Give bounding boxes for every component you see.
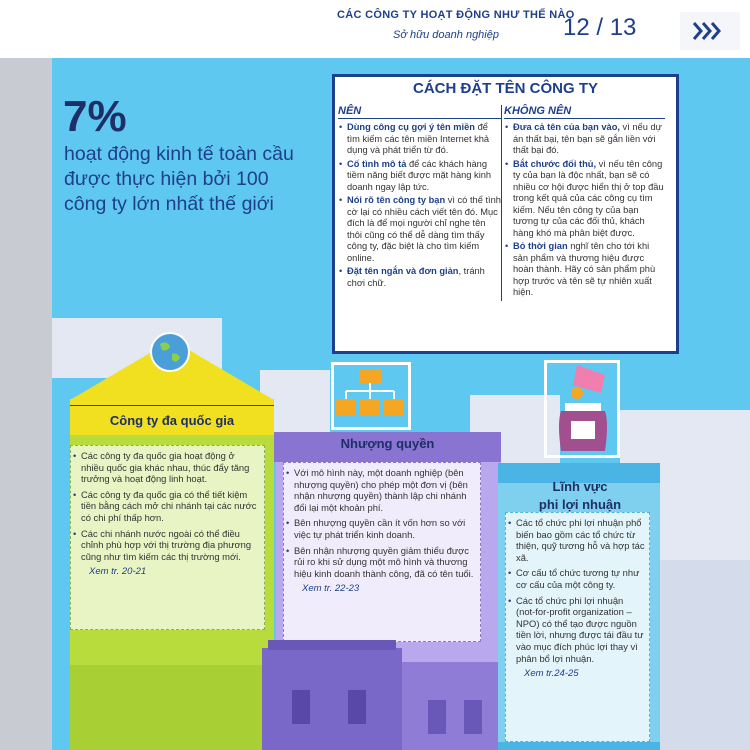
nonprofit-page-ref: Xem tr.24-25: [524, 668, 579, 680]
do-item: • Nói rõ tên công ty bạn vì có thể tình cờ lại có nhiều cách viết tên đó. Mục đích là để mọi người chỉ nghe tên thôi cũng có thể dễ dàng tìm thấy công ty, đặc biệt là cho tìm kiếm online.: [338, 195, 502, 264]
stat-description: hoạt động kinh tế toàn cầu được thực hiện bởi 100 công ty lớn nhất thế giới: [64, 143, 294, 215]
do-item: • Dùng công cụ gợi ý tên miền để tìm kiếm các tên miền Internet khả dụng và phát triển từ đó.: [338, 122, 502, 157]
franchise-item: • Bên nhượng quyền cần ít vốn hơn so với việc tự phát triển kinh doanh.: [284, 517, 476, 540]
left-gray-strip: [0, 58, 52, 750]
nonprofit-label-line2: phi lợi nhuận: [538, 497, 622, 512]
franchise-item: • Với mô hình này, một doanh nghiệp (bên nhượng quyền) cho phép một đơn vị (bên nhận nhượng quyền) thành lập chi nhánh đổi lại một khoản phí.: [284, 467, 476, 513]
multinational-item: • Các chi nhánh nước ngoài có thể điều chỉnh phù hợp với thị trường địa phương cũng như tìm kiếm các thị trường mới.: [71, 528, 260, 563]
do-item: • Đặt tên ngắn và đơn giản, tránh chơi chữ.: [338, 266, 502, 289]
foreground-building: [262, 648, 402, 750]
building-window: [464, 700, 482, 734]
foreground-building: [498, 742, 660, 750]
naming-box: [332, 74, 679, 354]
dont-column: [501, 105, 665, 301]
org-chart-icon: [331, 362, 411, 430]
multinational-label: Công ty đa quốc gia: [70, 405, 274, 435]
nonprofit-item: • Các tổ chức phi lợi nhuận (not-for-profit organization – NPO) có thể tạo được nguồn tiền lời, nhưng được tái đầu tư vào mục đích phúc lợi thay vì phân bổ lợi nhuận.: [506, 595, 645, 665]
donation-jar-icon: [544, 360, 620, 458]
multinational-page-ref: Xem tr. 20-21: [89, 566, 147, 578]
multinational-item: • Các công ty đa quốc gia có thể tiết kiệm tiền bằng cách mở chi nhánh tại các nước có chi phí thấp hơn.: [71, 489, 260, 524]
nonprofit-panel: [505, 512, 650, 742]
building-window: [428, 700, 446, 734]
dont-heading: KHÔNG NÊN: [504, 105, 665, 119]
nonprofit-item: • Các tổ chức phi lợi nhuận phổ biến bao gồm các tổ chức từ thiện, quỹ tương hỗ và hợp tác xã.: [506, 517, 645, 563]
page-indicator: 12 / 13: [563, 14, 637, 41]
foreground-building: [268, 640, 396, 650]
nonprofit-label-line1: Lĩnh vực: [552, 479, 608, 494]
page-header: [0, 0, 750, 58]
building-window: [348, 690, 366, 724]
franchise-page-ref: Xem tr. 22-23: [302, 583, 360, 595]
do-heading: NÊN: [338, 105, 502, 119]
section-subtitle: Sở hữu doanh nghiệp: [393, 29, 499, 41]
building-window: [292, 690, 310, 724]
foreground-building: [70, 665, 262, 750]
do-item: • Cố tình mô tả để các khách hàng tiềm năng biết được mặt hàng kinh doanh ngay lập tức.: [338, 159, 502, 194]
franchise-label: Nhượng quyền: [340, 436, 435, 451]
multinational-item: • Các công ty đa quốc gia hoạt động ở nhiều quốc gia khác nhau, thúc đẩy tăng trưởng và hoạt động linh hoạt.: [71, 450, 260, 485]
forward-arrows-icon: [680, 12, 740, 50]
nonprofit-label: [505, 478, 655, 514]
franchise-panel: [283, 462, 481, 642]
naming-title: CÁCH ĐẶT TÊN CÔNG TY: [413, 80, 598, 97]
background-building: [660, 560, 750, 750]
dont-item: • Đưa cả tên của bạn vào, vì nếu dự án thất bại, tên bạn sẽ gắn liền với thất bại đó.: [504, 122, 665, 157]
section-title: CÁC CÔNG TY HOẠT ĐỘNG NHƯ THẾ NÀO: [337, 9, 575, 21]
foreground-building: [402, 662, 498, 750]
do-column: [338, 105, 502, 291]
multinational-panel: [70, 445, 265, 630]
stat-percent: 7%: [63, 92, 127, 141]
nonprofit-item: • Cơ cấu tổ chức tương tự như cơ cấu của một công ty.: [506, 567, 645, 590]
dont-item: • Bỏ thời gian nghĩ tên cho tới khi sản phẩm và thương hiệu được hoàn thành. Hãy có sản phẩm phù hợp trước và tên sẽ tự nhiên xuất hiện.: [504, 241, 665, 299]
globe-icon: [150, 332, 190, 372]
dont-item: • Bắt chước đối thủ, vì nếu tên công ty của bạn là độc nhất, bạn sẽ có nhiều cơ hội được hiển thị ở top đầu trong kết quả của các công cụ tìm kiếm. Nếu tên công ty của bạn tương tự của các đối thủ, khách hàng khó mà phân biệt được.: [504, 159, 665, 240]
franchise-item: • Bên nhận nhượng quyền giảm thiểu được rủi ro khi sử dụng một mô hình và thương hiệu kinh doanh thành công, đã có tên tuổi.: [284, 545, 476, 580]
